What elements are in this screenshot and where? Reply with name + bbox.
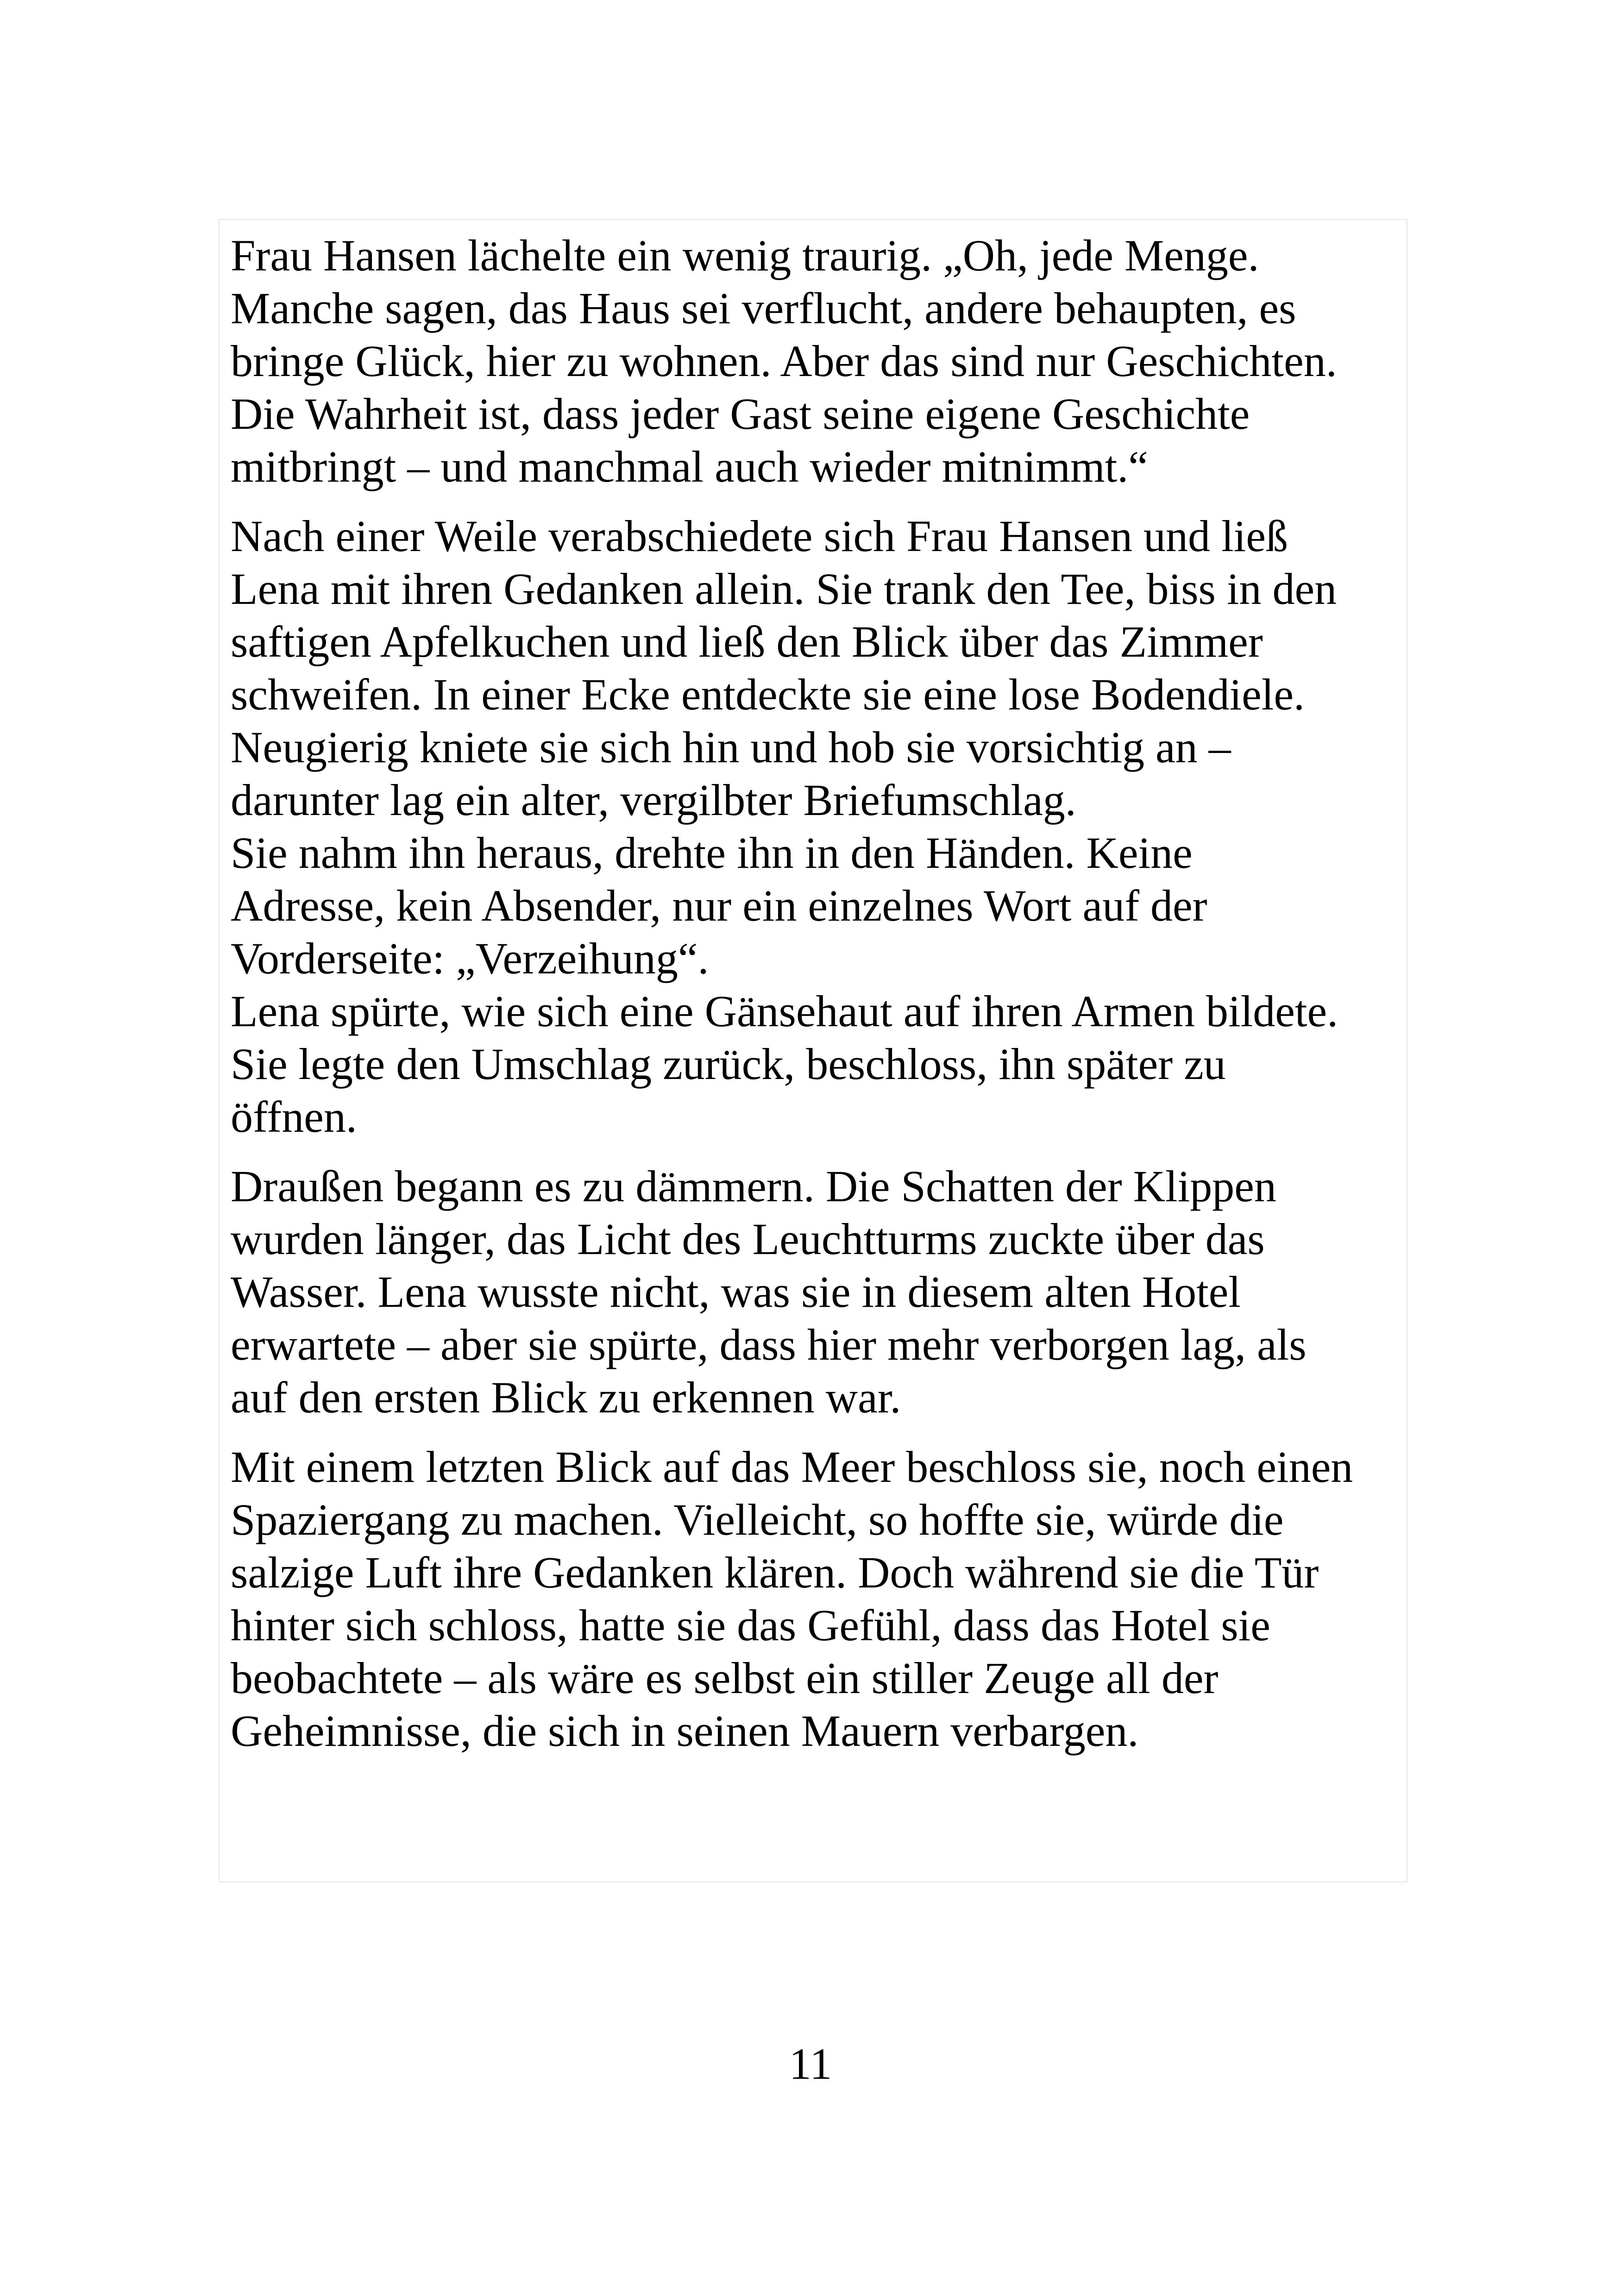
text-body xyxy=(231,229,1407,1757)
text-line: Sie nahm ihn heraus, drehte ihn in den Händen. Keine xyxy=(231,828,1193,878)
page-number: 11 xyxy=(789,2039,832,2089)
text-line: darunter lag ein alter, vergilbter Briefumschlag. xyxy=(231,775,1076,825)
text-line: beobachtete – als wäre es selbst ein stiller Zeuge all der xyxy=(231,1653,1219,1703)
text-line: mitbringt – und manchmal auch wieder mitnimmt.“ xyxy=(231,442,1148,491)
text-line: hinter sich schloss, hatte sie das Gefühl, dass das Hotel sie xyxy=(231,1600,1270,1650)
text-line: Spaziergang zu machen. Vielleicht, so hoffte sie, würde die xyxy=(231,1495,1284,1544)
text-line: Wasser. Lena wusste nicht, was sie in diesem alten Hotel xyxy=(231,1267,1241,1317)
paragraph-1 xyxy=(231,229,1407,493)
paragraph-3 xyxy=(231,1160,1407,1424)
text-line: schweifen. In einer Ecke entdeckte sie eine lose Bodendiele. xyxy=(231,670,1305,719)
paragraph-2 xyxy=(231,510,1407,1143)
text-line: Manche sagen, das Haus sei verflucht, andere behaupten, es xyxy=(231,283,1296,333)
text-frame xyxy=(219,219,1407,1882)
text-line: Adresse, kein Absender, nur ein einzelnes Wort auf der xyxy=(231,881,1207,930)
text-line: Lena mit ihren Gedanken allein. Sie trank den Tee, biss in den xyxy=(231,564,1337,614)
text-line: Nach einer Weile verabschiedete sich Frau Hansen und ließ xyxy=(231,511,1288,561)
paragraph-spacing xyxy=(231,1424,1407,1441)
text-line: bringe Glück, hier zu wohnen. Aber das sind nur Geschichten. xyxy=(231,336,1337,386)
text-line: salzige Luft ihre Gedanken klären. Doch während sie die Tür xyxy=(231,1548,1319,1597)
text-line: auf den ersten Blick zu erkennen war. xyxy=(231,1373,901,1422)
text-line: saftigen Apfelkuchen und ließ den Blick über das Zimmer xyxy=(231,617,1263,666)
text-line: Mit einem letzten Blick auf das Meer beschloss sie, noch einen xyxy=(231,1442,1353,1492)
text-line: öffnen. xyxy=(231,1092,357,1142)
text-line: Neugierig kniete sie sich hin und hob sie vorsichtig an – xyxy=(231,722,1231,772)
paragraph-spacing xyxy=(231,493,1407,510)
text-line: Lena spürte, wie sich eine Gänsehaut auf ihren Armen bildete. xyxy=(231,986,1338,1036)
text-line: Geheimnisse, die sich in seinen Mauern verbargen. xyxy=(231,1706,1139,1756)
text-line: wurden länger, das Licht des Leuchtturms zuckte über das xyxy=(231,1214,1265,1264)
paragraph-spacing xyxy=(231,1143,1407,1160)
paragraph-4 xyxy=(231,1441,1407,1757)
text-line: erwartete – aber sie spürte, dass hier mehr verborgen lag, als xyxy=(231,1320,1307,1369)
text-line: Frau Hansen lächelte ein wenig traurig. „Oh, jede Menge. xyxy=(231,231,1259,280)
text-line: Die Wahrheit ist, dass jeder Gast seine eigene Geschichte xyxy=(231,389,1250,439)
text-line: Draußen begann es zu dämmern. Die Schatten der Klippen xyxy=(231,1161,1276,1211)
text-line: Sie legte den Umschlag zurück, beschloss, ihn später zu xyxy=(231,1039,1226,1089)
text-line: Vorderseite: „Verzeihung“. xyxy=(231,934,709,983)
